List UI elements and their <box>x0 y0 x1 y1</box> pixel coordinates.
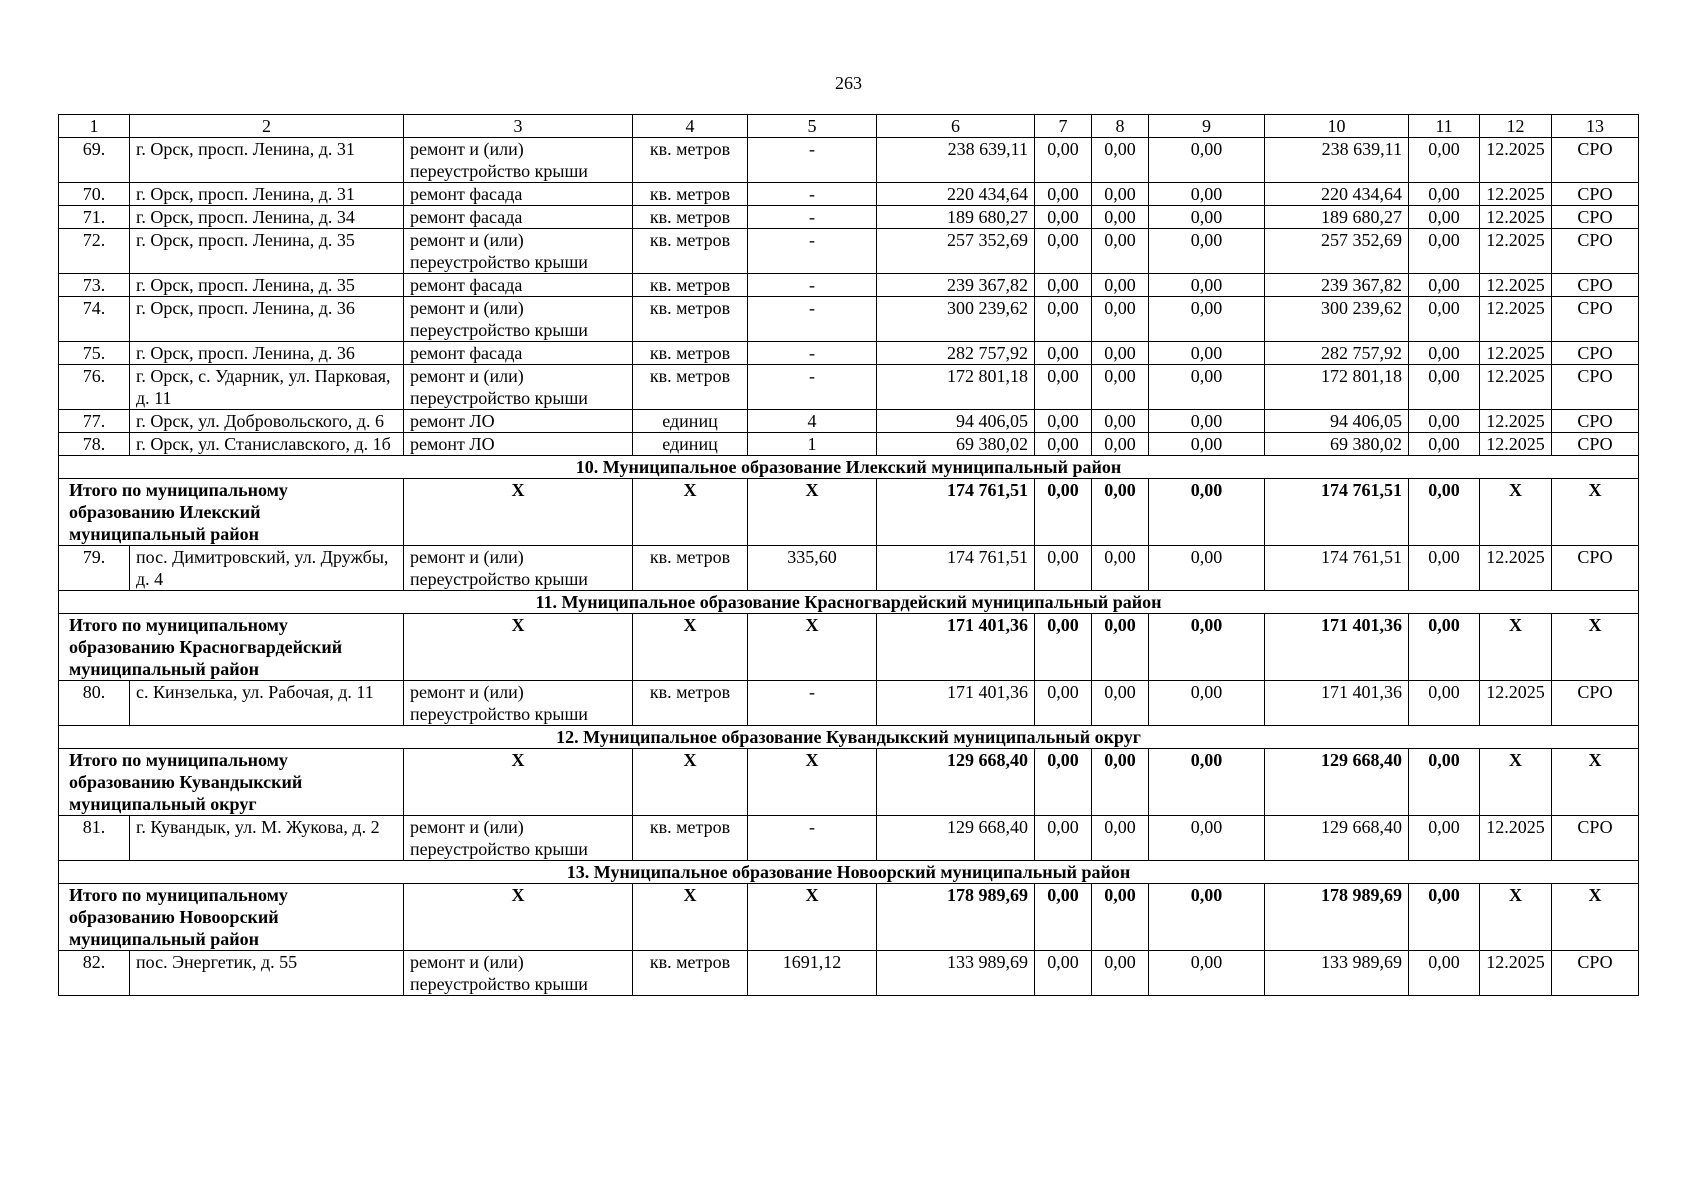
value-cell: 0,00 <box>1035 884 1092 951</box>
row-number-cell: 70. <box>59 183 130 206</box>
value-cell: 0,00 <box>1409 546 1480 591</box>
table-row <box>59 342 1639 365</box>
value-cell: 0,00 <box>1035 433 1092 456</box>
total-cost-cell: 172 801,18 <box>877 365 1035 410</box>
value-cell: 0,00 <box>1092 546 1149 591</box>
subtotal-label: Итого по муниципальному образованию Красногвардейский муниципальный район <box>59 614 404 681</box>
value-cell: 239 367,82 <box>1265 274 1409 297</box>
quantity-cell: - <box>748 342 877 365</box>
work-type-cell: ремонт ЛО <box>404 410 633 433</box>
value-cell: 0,00 <box>1409 229 1480 274</box>
value-cell: 94 406,05 <box>1265 410 1409 433</box>
organization-cell: СРО <box>1552 229 1639 274</box>
section-header-row <box>59 861 1639 884</box>
total-cost-cell: 282 757,92 <box>877 342 1035 365</box>
value-cell: 0,00 <box>1092 206 1149 229</box>
organization-cell: СРО <box>1552 138 1639 183</box>
value-cell: 0,00 <box>1409 951 1480 996</box>
total-cost-cell: 129 668,40 <box>877 749 1035 816</box>
value-cell: 0,00 <box>1035 749 1092 816</box>
value-cell: 0,00 <box>1149 749 1265 816</box>
deadline-cell: 12.2025 <box>1480 410 1552 433</box>
value-cell: 0,00 <box>1149 681 1265 726</box>
value-cell: 0,00 <box>1409 297 1480 342</box>
value-cell: 0,00 <box>1035 138 1092 183</box>
section-title: 10. Муниципальное образование Илекский муниципальный район <box>59 456 1639 479</box>
table-row <box>59 816 1639 861</box>
row-number-cell: 79. <box>59 546 130 591</box>
work-type-cell: Х <box>404 614 633 681</box>
quantity-cell: 1691,12 <box>748 951 877 996</box>
row-number-cell: 71. <box>59 206 130 229</box>
value-cell: 0,00 <box>1035 229 1092 274</box>
deadline-cell: Х <box>1480 614 1552 681</box>
quantity-cell: 1 <box>748 433 877 456</box>
work-type-cell: ремонт и (или) переустройство крыши <box>404 229 633 274</box>
work-type-cell: ремонт фасада <box>404 274 633 297</box>
deadline-cell: Х <box>1480 884 1552 951</box>
organization-cell: Х <box>1552 614 1639 681</box>
value-cell: 0,00 <box>1409 365 1480 410</box>
table-row <box>59 206 1639 229</box>
value-cell: 0,00 <box>1035 816 1092 861</box>
value-cell: 0,00 <box>1409 681 1480 726</box>
table-row <box>59 138 1639 183</box>
quantity-cell: Х <box>748 614 877 681</box>
quantity-cell: - <box>748 297 877 342</box>
value-cell: 0,00 <box>1092 681 1149 726</box>
address-cell: г. Орск, просп. Ленина, д. 36 <box>130 297 404 342</box>
value-cell: 0,00 <box>1092 138 1149 183</box>
value-cell: 0,00 <box>1149 546 1265 591</box>
value-cell: 0,00 <box>1092 614 1149 681</box>
total-cost-cell: 129 668,40 <box>877 816 1035 861</box>
column-number: 13 <box>1552 115 1639 138</box>
column-number: 9 <box>1149 115 1265 138</box>
value-cell: 171 401,36 <box>1265 681 1409 726</box>
table-row <box>59 951 1639 996</box>
deadline-cell: 12.2025 <box>1480 433 1552 456</box>
work-type-cell: ремонт и (или) переустройство крыши <box>404 138 633 183</box>
unit-cell: кв. метров <box>633 229 748 274</box>
row-number-cell: 69. <box>59 138 130 183</box>
unit-cell: кв. метров <box>633 546 748 591</box>
organization-cell: СРО <box>1552 410 1639 433</box>
organization-cell: СРО <box>1552 342 1639 365</box>
table-row <box>59 681 1639 726</box>
value-cell: 0,00 <box>1035 206 1092 229</box>
value-cell: 0,00 <box>1149 951 1265 996</box>
column-number: 6 <box>877 115 1035 138</box>
value-cell: 0,00 <box>1149 206 1265 229</box>
value-cell: 0,00 <box>1092 410 1149 433</box>
value-cell: 0,00 <box>1149 229 1265 274</box>
value-cell: 0,00 <box>1409 138 1480 183</box>
value-cell: 0,00 <box>1035 614 1092 681</box>
value-cell: 0,00 <box>1149 479 1265 546</box>
value-cell: 220 434,64 <box>1265 183 1409 206</box>
total-cost-cell: 133 989,69 <box>877 951 1035 996</box>
value-cell: 0,00 <box>1092 749 1149 816</box>
value-cell: 0,00 <box>1149 410 1265 433</box>
unit-cell: единиц <box>633 433 748 456</box>
total-cost-cell: 220 434,64 <box>877 183 1035 206</box>
total-cost-cell: 178 989,69 <box>877 884 1035 951</box>
organization-cell: СРО <box>1552 681 1639 726</box>
value-cell: 0,00 <box>1035 342 1092 365</box>
address-cell: г. Орск, просп. Ленина, д. 34 <box>130 206 404 229</box>
quantity-cell: Х <box>748 749 877 816</box>
value-cell: 0,00 <box>1092 816 1149 861</box>
table-row <box>59 297 1639 342</box>
value-cell: 0,00 <box>1149 183 1265 206</box>
value-cell: 0,00 <box>1409 884 1480 951</box>
column-number: 1 <box>59 115 130 138</box>
column-number: 12 <box>1480 115 1552 138</box>
value-cell: 0,00 <box>1092 479 1149 546</box>
organization-cell: СРО <box>1552 274 1639 297</box>
value-cell: 257 352,69 <box>1265 229 1409 274</box>
value-cell: 0,00 <box>1092 433 1149 456</box>
deadline-cell: 12.2025 <box>1480 951 1552 996</box>
value-cell: 171 401,36 <box>1265 614 1409 681</box>
value-cell: 0,00 <box>1149 816 1265 861</box>
organization-cell: СРО <box>1552 183 1639 206</box>
work-type-cell: ремонт фасада <box>404 342 633 365</box>
total-cost-cell: 69 380,02 <box>877 433 1035 456</box>
row-number-cell: 78. <box>59 433 130 456</box>
total-cost-cell: 171 401,36 <box>877 681 1035 726</box>
address-cell: г. Орск, ул. Добровольского, д. 6 <box>130 410 404 433</box>
row-number-cell: 74. <box>59 297 130 342</box>
total-cost-cell: 171 401,36 <box>877 614 1035 681</box>
column-number: 5 <box>748 115 877 138</box>
value-cell: 282 757,92 <box>1265 342 1409 365</box>
value-cell: 0,00 <box>1149 342 1265 365</box>
deadline-cell: Х <box>1480 479 1552 546</box>
work-type-cell: Х <box>404 884 633 951</box>
value-cell: 0,00 <box>1035 410 1092 433</box>
value-cell: 0,00 <box>1409 433 1480 456</box>
value-cell: 129 668,40 <box>1265 816 1409 861</box>
value-cell: 0,00 <box>1092 229 1149 274</box>
table-row <box>59 365 1639 410</box>
table-row <box>59 433 1639 456</box>
value-cell: 0,00 <box>1035 297 1092 342</box>
section-header-row <box>59 726 1639 749</box>
total-cost-cell: 189 680,27 <box>877 206 1035 229</box>
organization-cell: СРО <box>1552 365 1639 410</box>
value-cell: 0,00 <box>1149 433 1265 456</box>
value-cell: 0,00 <box>1092 297 1149 342</box>
column-number-row <box>59 115 1639 138</box>
quantity-cell: - <box>748 229 877 274</box>
quantity-cell: - <box>748 681 877 726</box>
deadline-cell: 12.2025 <box>1480 816 1552 861</box>
work-type-cell: ремонт и (или) переустройство крыши <box>404 816 633 861</box>
work-type-cell: Х <box>404 749 633 816</box>
organization-cell: СРО <box>1552 297 1639 342</box>
value-cell: 300 239,62 <box>1265 297 1409 342</box>
section-header-row <box>59 456 1639 479</box>
value-cell: 0,00 <box>1035 183 1092 206</box>
value-cell: 172 801,18 <box>1265 365 1409 410</box>
deadline-cell: 12.2025 <box>1480 138 1552 183</box>
page-number: 263 <box>835 73 862 93</box>
organization-cell: СРО <box>1552 951 1639 996</box>
value-cell: 0,00 <box>1409 749 1480 816</box>
row-number-cell: 80. <box>59 681 130 726</box>
table-row <box>59 229 1639 274</box>
value-cell: 0,00 <box>1092 274 1149 297</box>
column-number: 2 <box>130 115 404 138</box>
unit-cell: Х <box>633 614 748 681</box>
value-cell: 238 639,11 <box>1265 138 1409 183</box>
subtotal-row <box>59 749 1639 816</box>
row-number-cell: 73. <box>59 274 130 297</box>
column-number: 10 <box>1265 115 1409 138</box>
work-type-cell: ремонт и (или) переустройство крыши <box>404 546 633 591</box>
value-cell: 0,00 <box>1092 365 1149 410</box>
table-row <box>59 183 1639 206</box>
address-cell: г. Орск, ул. Станиславского, д. 1б <box>130 433 404 456</box>
address-cell: г. Орск, просп. Ленина, д. 36 <box>130 342 404 365</box>
value-cell: 189 680,27 <box>1265 206 1409 229</box>
deadline-cell: 12.2025 <box>1480 229 1552 274</box>
value-cell: 174 761,51 <box>1265 546 1409 591</box>
organization-cell: СРО <box>1552 206 1639 229</box>
quantity-cell: Х <box>748 479 877 546</box>
value-cell: 0,00 <box>1092 342 1149 365</box>
address-cell: г. Орск, просп. Ленина, д. 35 <box>130 229 404 274</box>
work-type-cell: ремонт и (или) переустройство крыши <box>404 365 633 410</box>
total-cost-cell: 174 761,51 <box>877 479 1035 546</box>
row-number-cell: 76. <box>59 365 130 410</box>
value-cell: 0,00 <box>1035 951 1092 996</box>
organization-cell: Х <box>1552 884 1639 951</box>
subtotal-label: Итого по муниципальному образованию Кувандыкский муниципальный округ <box>59 749 404 816</box>
unit-cell: Х <box>633 479 748 546</box>
row-number-cell: 82. <box>59 951 130 996</box>
total-cost-cell: 174 761,51 <box>877 546 1035 591</box>
section-title: 11. Муниципальное образование Красногвардейский муниципальный район <box>59 591 1639 614</box>
value-cell: 0,00 <box>1409 183 1480 206</box>
address-cell: г. Орск, с. Ударник, ул. Парковая, д. 11 <box>130 365 404 410</box>
address-cell: г. Кувандык, ул. М. Жукова, д. 2 <box>130 816 404 861</box>
work-type-cell: ремонт и (или) переустройство крыши <box>404 951 633 996</box>
value-cell: 0,00 <box>1409 410 1480 433</box>
repair-plan-table <box>58 114 1639 996</box>
value-cell: 0,00 <box>1409 816 1480 861</box>
organization-cell: Х <box>1552 749 1639 816</box>
work-type-cell: Х <box>404 479 633 546</box>
value-cell: 0,00 <box>1149 138 1265 183</box>
organization-cell: СРО <box>1552 546 1639 591</box>
unit-cell: кв. метров <box>633 183 748 206</box>
column-number: 4 <box>633 115 748 138</box>
value-cell: 0,00 <box>1149 614 1265 681</box>
value-cell: 0,00 <box>1035 479 1092 546</box>
unit-cell: Х <box>633 749 748 816</box>
quantity-cell: 335,60 <box>748 546 877 591</box>
quantity-cell: - <box>748 138 877 183</box>
address-cell: г. Орск, просп. Ленина, д. 31 <box>130 138 404 183</box>
unit-cell: Х <box>633 884 748 951</box>
table-row <box>59 546 1639 591</box>
subtotal-label: Итого по муниципальному образованию Илекский муниципальный район <box>59 479 404 546</box>
value-cell: 0,00 <box>1409 206 1480 229</box>
unit-cell: кв. метров <box>633 951 748 996</box>
organization-cell: СРО <box>1552 433 1639 456</box>
unit-cell: кв. метров <box>633 274 748 297</box>
table-row <box>59 274 1639 297</box>
deadline-cell: 12.2025 <box>1480 206 1552 229</box>
quantity-cell: Х <box>748 884 877 951</box>
subtotal-label: Итого по муниципальному образованию Новоорский муниципальный район <box>59 884 404 951</box>
value-cell: 0,00 <box>1149 884 1265 951</box>
unit-cell: кв. метров <box>633 342 748 365</box>
unit-cell: единиц <box>633 410 748 433</box>
work-type-cell: ремонт фасада <box>404 206 633 229</box>
value-cell: 0,00 <box>1092 183 1149 206</box>
row-number-cell: 72. <box>59 229 130 274</box>
column-number: 3 <box>404 115 633 138</box>
value-cell: 0,00 <box>1092 951 1149 996</box>
value-cell: 0,00 <box>1409 274 1480 297</box>
address-cell: с. Кинзелька, ул. Рабочая, д. 11 <box>130 681 404 726</box>
row-number-cell: 77. <box>59 410 130 433</box>
section-header-row <box>59 591 1639 614</box>
value-cell: 174 761,51 <box>1265 479 1409 546</box>
total-cost-cell: 238 639,11 <box>877 138 1035 183</box>
section-title: 13. Муниципальное образование Новоорский муниципальный район <box>59 861 1639 884</box>
column-number: 11 <box>1409 115 1480 138</box>
value-cell: 0,00 <box>1409 342 1480 365</box>
work-type-cell: ремонт фасада <box>404 183 633 206</box>
deadline-cell: 12.2025 <box>1480 274 1552 297</box>
value-cell: 69 380,02 <box>1265 433 1409 456</box>
value-cell: 0,00 <box>1409 614 1480 681</box>
value-cell: 0,00 <box>1149 274 1265 297</box>
value-cell: 0,00 <box>1409 479 1480 546</box>
value-cell: 0,00 <box>1149 365 1265 410</box>
deadline-cell: 12.2025 <box>1480 546 1552 591</box>
quantity-cell: - <box>748 274 877 297</box>
column-number: 8 <box>1092 115 1149 138</box>
value-cell: 0,00 <box>1035 274 1092 297</box>
total-cost-cell: 257 352,69 <box>877 229 1035 274</box>
address-cell: пос. Энергетик, д. 55 <box>130 951 404 996</box>
unit-cell: кв. метров <box>633 297 748 342</box>
deadline-cell: Х <box>1480 749 1552 816</box>
deadline-cell: 12.2025 <box>1480 365 1552 410</box>
row-number-cell: 75. <box>59 342 130 365</box>
unit-cell: кв. метров <box>633 206 748 229</box>
value-cell: 133 989,69 <box>1265 951 1409 996</box>
quantity-cell: - <box>748 206 877 229</box>
column-number: 7 <box>1035 115 1092 138</box>
value-cell: 0,00 <box>1092 884 1149 951</box>
row-number-cell: 81. <box>59 816 130 861</box>
unit-cell: кв. метров <box>633 681 748 726</box>
value-cell: 129 668,40 <box>1265 749 1409 816</box>
total-cost-cell: 300 239,62 <box>877 297 1035 342</box>
deadline-cell: 12.2025 <box>1480 183 1552 206</box>
work-type-cell: ремонт и (или) переустройство крыши <box>404 681 633 726</box>
organization-cell: Х <box>1552 479 1639 546</box>
work-type-cell: ремонт и (или) переустройство крыши <box>404 297 633 342</box>
quantity-cell: - <box>748 816 877 861</box>
quantity-cell: - <box>748 365 877 410</box>
value-cell: 178 989,69 <box>1265 884 1409 951</box>
address-cell: г. Орск, просп. Ленина, д. 31 <box>130 183 404 206</box>
total-cost-cell: 239 367,82 <box>877 274 1035 297</box>
quantity-cell: - <box>748 183 877 206</box>
unit-cell: кв. метров <box>633 816 748 861</box>
organization-cell: СРО <box>1552 816 1639 861</box>
value-cell: 0,00 <box>1035 365 1092 410</box>
value-cell: 0,00 <box>1035 546 1092 591</box>
value-cell: 0,00 <box>1149 297 1265 342</box>
quantity-cell: 4 <box>748 410 877 433</box>
table-row <box>59 410 1639 433</box>
deadline-cell: 12.2025 <box>1480 342 1552 365</box>
total-cost-cell: 94 406,05 <box>877 410 1035 433</box>
subtotal-row <box>59 479 1639 546</box>
unit-cell: кв. метров <box>633 365 748 410</box>
deadline-cell: 12.2025 <box>1480 297 1552 342</box>
work-type-cell: ремонт ЛО <box>404 433 633 456</box>
address-cell: г. Орск, просп. Ленина, д. 35 <box>130 274 404 297</box>
unit-cell: кв. метров <box>633 138 748 183</box>
address-cell: пос. Димитровский, ул. Дружбы, д. 4 <box>130 546 404 591</box>
value-cell: 0,00 <box>1035 681 1092 726</box>
subtotal-row <box>59 884 1639 951</box>
deadline-cell: 12.2025 <box>1480 681 1552 726</box>
section-title: 12. Муниципальное образование Кувандыкский муниципальный округ <box>59 726 1639 749</box>
subtotal-row <box>59 614 1639 681</box>
